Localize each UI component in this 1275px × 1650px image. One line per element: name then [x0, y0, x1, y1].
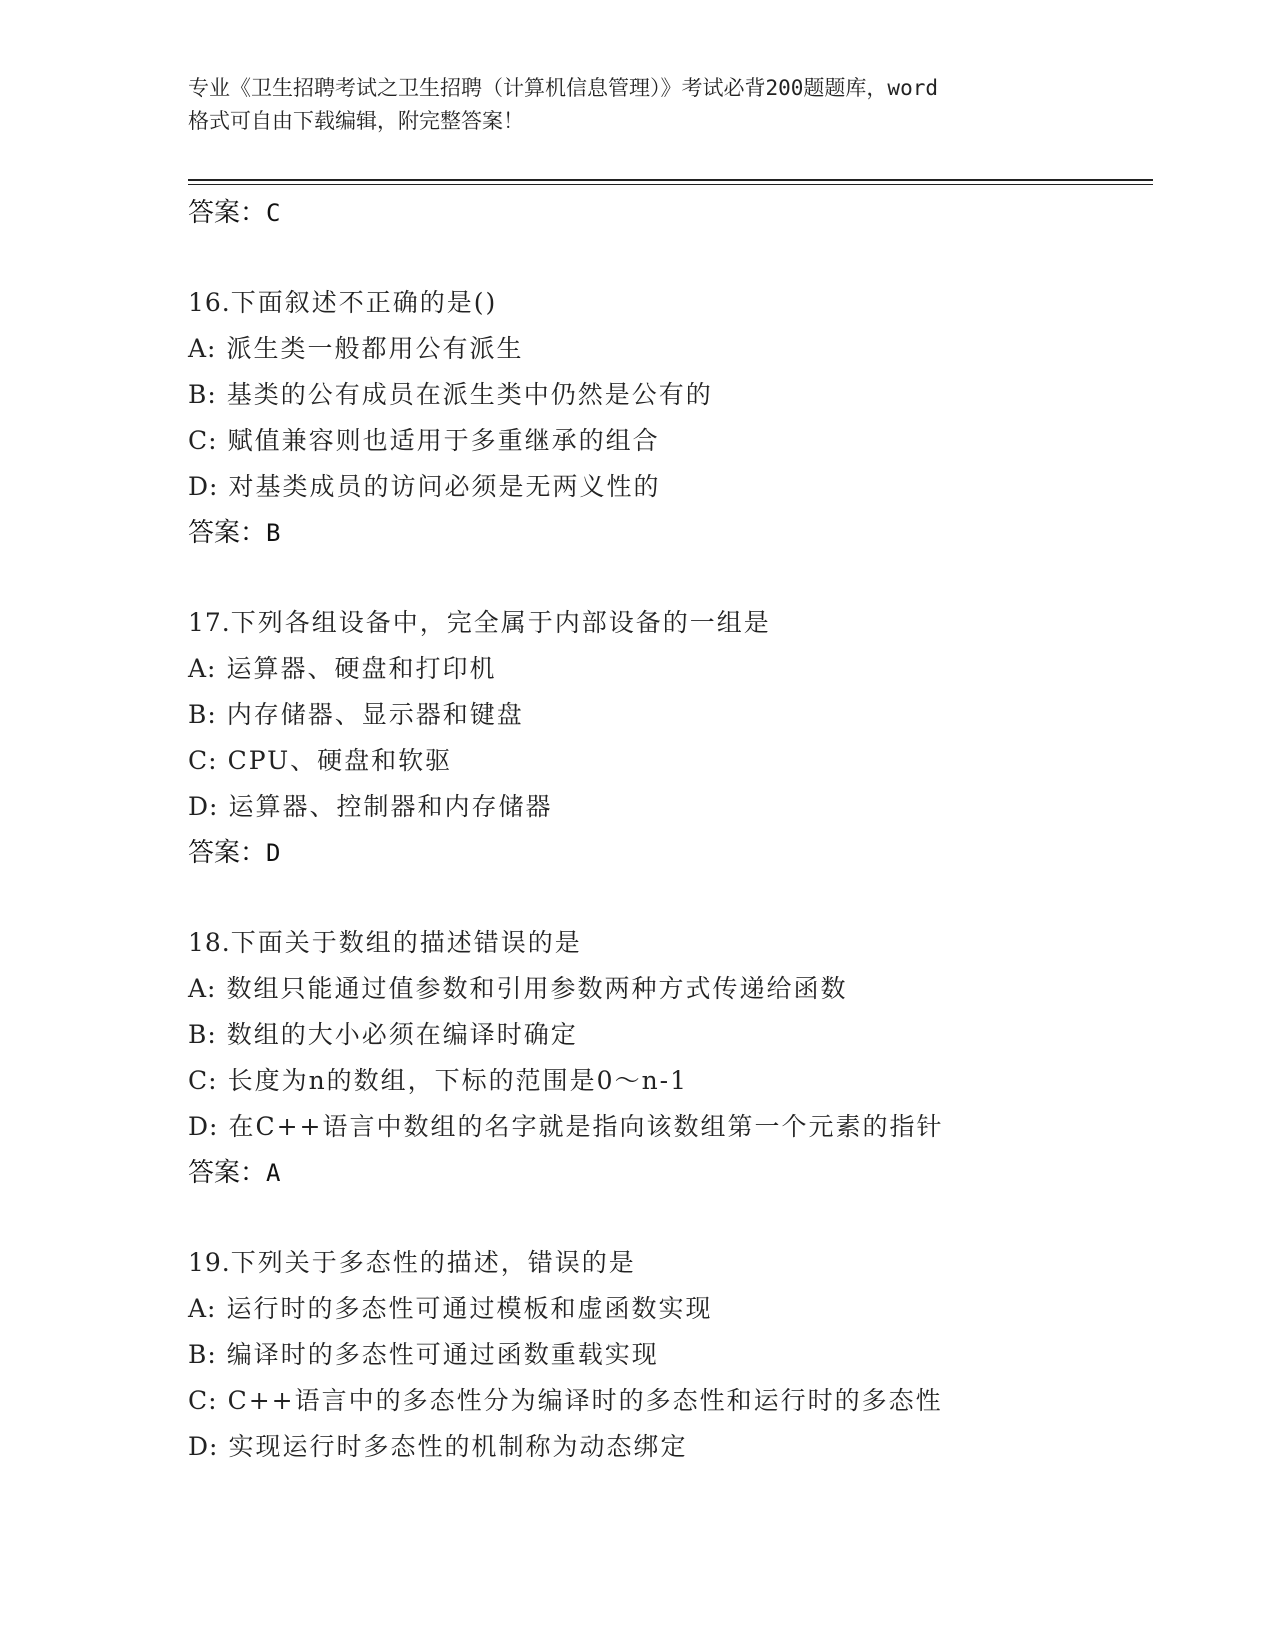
question-text: 下面叙述不正确的是() [230, 288, 498, 317]
question-stem [188, 920, 1153, 966]
option-key: C: [188, 1066, 218, 1095]
option-c [188, 1058, 1153, 1104]
option-key: C: [188, 746, 218, 775]
answer-line-previous [188, 190, 1153, 236]
document-header [188, 72, 1088, 138]
option-text: 数组只能通过值参数和引用参数两种方式传递给函数 [226, 974, 848, 1003]
question-number: 16. [188, 288, 231, 317]
answer-value: A [266, 1159, 281, 1187]
option-b [188, 372, 1153, 418]
answer-line [188, 510, 1153, 556]
option-key: A: [188, 974, 217, 1003]
option-a [188, 966, 1153, 1012]
option-b [188, 1012, 1153, 1058]
option-b [188, 692, 1153, 738]
question-text: 下面关于数组的描述错误的是 [230, 928, 582, 957]
question-number: 19. [188, 1248, 231, 1277]
option-text: 运算器、控制器和内存储器 [228, 792, 553, 821]
option-d [188, 1104, 1153, 1150]
question-number: 17. [188, 608, 231, 637]
option-key: D: [188, 1432, 219, 1461]
header-rule-thick [188, 179, 1153, 181]
option-c [188, 418, 1153, 464]
header-rule-thin [188, 184, 1153, 185]
option-d [188, 1424, 1153, 1470]
spacer [188, 236, 1153, 280]
option-text: 基类的公有成员在派生类中仍然是公有的 [226, 380, 713, 409]
option-text: 在C++语言中数组的名字就是指向该数组第一个元素的指针 [228, 1112, 944, 1141]
header-line-2: 格式可自由下载编辑，附完整答案！ [188, 109, 524, 133]
header-line-1: 专业《卫生招聘考试之卫生招聘（计算机信息管理）》考试必背200题题库，word [188, 76, 938, 100]
option-text: 派生类一般都用公有派生 [226, 334, 524, 363]
option-text: 赋值兼容则也适用于多重继承的组合 [227, 426, 660, 455]
question-18 [188, 920, 1153, 1196]
option-a [188, 1286, 1153, 1332]
option-text: 对基类成员的访问必须是无两义性的 [228, 472, 661, 501]
option-text: 编译时的多态性可通过函数重载实现 [226, 1340, 659, 1369]
answer-label: 答案： [188, 1158, 267, 1188]
answer-label: 答案： [188, 838, 267, 868]
option-a [188, 646, 1153, 692]
answer-value: D [266, 839, 281, 867]
option-d [188, 784, 1153, 830]
option-text: 实现运行时多态性的机制称为动态绑定 [228, 1432, 688, 1461]
option-text: 长度为n的数组，下标的范围是0～n-1 [227, 1066, 689, 1095]
spacer [188, 556, 1153, 600]
option-key: B: [188, 700, 217, 729]
option-text: 内存储器、显示器和键盘 [226, 700, 524, 729]
option-key: A: [188, 334, 217, 363]
option-b [188, 1332, 1153, 1378]
option-key: D: [188, 1112, 219, 1141]
question-stem [188, 280, 1153, 326]
answer-label: 答案： [188, 198, 267, 228]
spacer [188, 1196, 1153, 1240]
option-key: C: [188, 426, 218, 455]
answer-label: 答案： [188, 518, 267, 548]
option-key: D: [188, 472, 219, 501]
option-c [188, 1378, 1153, 1424]
question-stem [188, 1240, 1153, 1286]
question-content [188, 190, 1153, 1470]
option-d [188, 464, 1153, 510]
question-16 [188, 280, 1153, 556]
option-key: A: [188, 654, 217, 683]
option-text: C++语言中的多态性分为编译时的多态性和运行时的多态性 [227, 1386, 943, 1415]
option-c [188, 738, 1153, 784]
option-key: C: [188, 1386, 218, 1415]
option-key: B: [188, 1020, 217, 1049]
answer-line [188, 1150, 1153, 1196]
answer-value: B [266, 519, 281, 547]
question-number: 18. [188, 928, 231, 957]
option-a [188, 326, 1153, 372]
question-stem [188, 600, 1153, 646]
answer-line [188, 830, 1153, 876]
question-text: 下列关于多态性的描述，错误的是 [230, 1248, 636, 1277]
option-text: 数组的大小必须在编译时确定 [226, 1020, 578, 1049]
option-text: 运算器、硬盘和打印机 [226, 654, 497, 683]
option-text: 运行时的多态性可通过模板和虚函数实现 [226, 1294, 713, 1323]
question-19 [188, 1240, 1153, 1470]
spacer [188, 876, 1153, 920]
option-key: B: [188, 380, 217, 409]
option-key: D: [188, 792, 219, 821]
question-17 [188, 600, 1153, 876]
answer-value: C [266, 199, 281, 227]
question-text: 下列各组设备中，完全属于内部设备的一组是 [230, 608, 771, 637]
option-key: A: [188, 1294, 217, 1323]
option-key: B: [188, 1340, 217, 1369]
option-text: CPU、硬盘和软驱 [227, 746, 453, 775]
